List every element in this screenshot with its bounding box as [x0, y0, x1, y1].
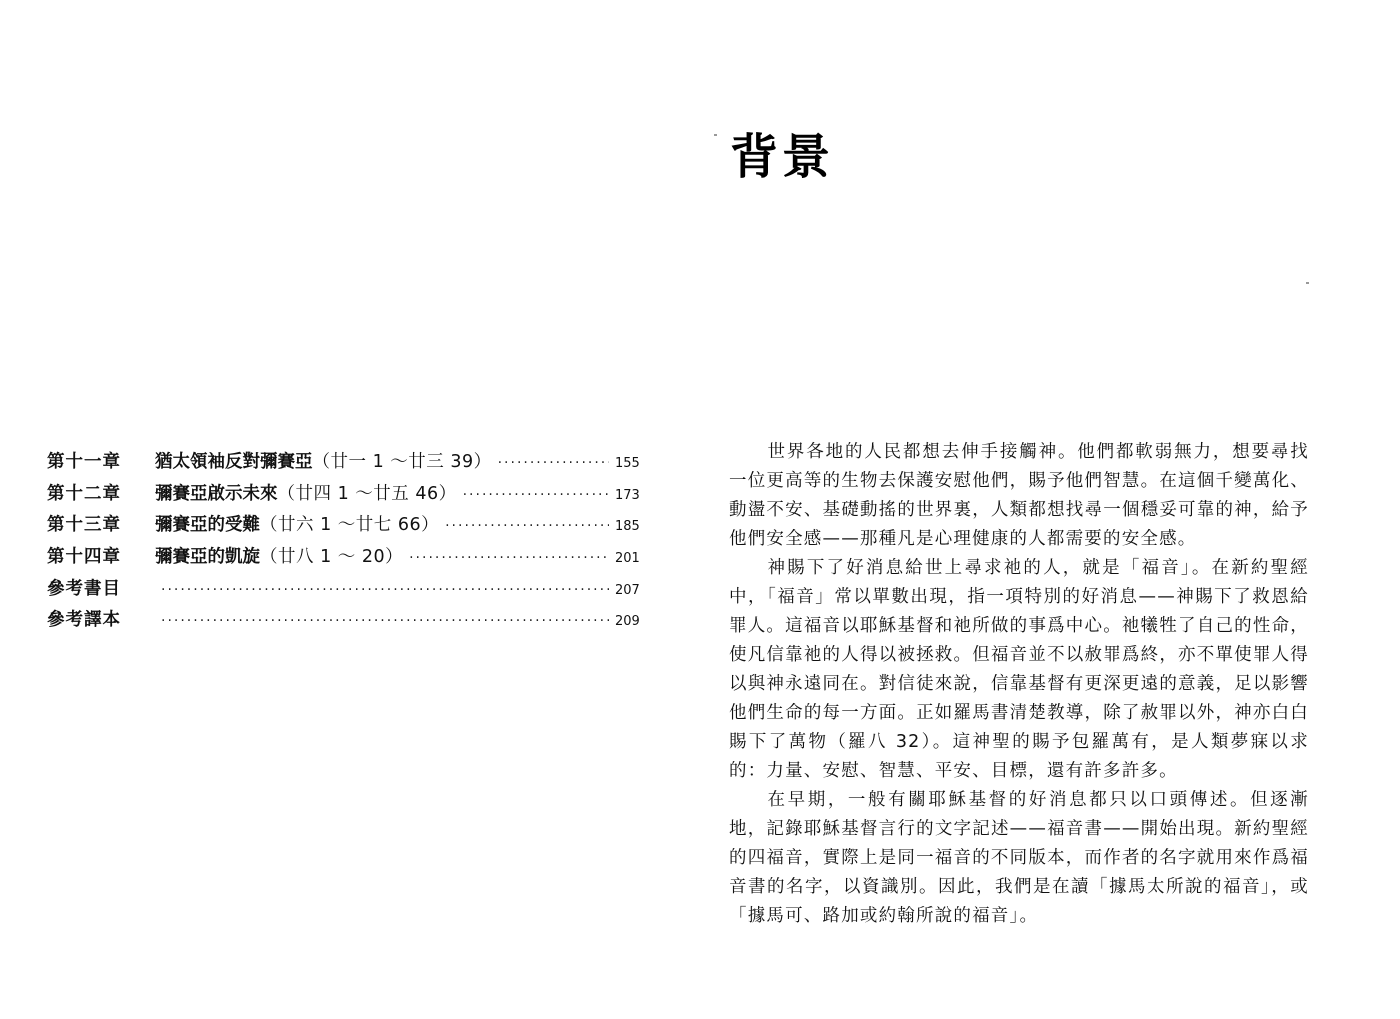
toc-chapter-label: 第十三章	[47, 515, 121, 536]
body-text	[729, 438, 1309, 931]
toc-row	[47, 605, 639, 637]
toc-leader-dots	[161, 606, 609, 638]
table-of-contents	[47, 447, 639, 637]
toc-verse-range: （廿八 1 ～ 20）	[260, 547, 404, 568]
toc-verse-range: （廿六 1 ～廿七 66）	[260, 515, 440, 536]
toc-chapter-label: 第十四章	[47, 547, 121, 568]
toc-row	[47, 479, 639, 511]
toc-leader-dots	[445, 511, 609, 543]
toc-chapter-label: 參考書目	[47, 578, 121, 599]
paragraph: 世界各地的人民都想去伸手接觸神。他們都軟弱無力，想要尋找一位更高等的生物去保護安慰他們，賜予他們智慧。在這個千變萬化、動盪不安、基礎動搖的世界裏，人類都想找尋一個穩妥可靠的神，給予他們安全感——那種凡是心理健康的人都需要的安全感。	[729, 442, 1309, 549]
toc-leader-dots	[161, 575, 609, 607]
scan-speck	[714, 134, 717, 136]
toc-leader-dots	[498, 448, 609, 480]
toc-page-number: 201	[615, 551, 640, 567]
toc-page-number: 173	[615, 487, 640, 503]
toc-leader-dots	[409, 543, 609, 575]
toc-chapter-label: 第十二章	[47, 483, 121, 504]
paragraph: 神賜下了好消息給世上尋求祂的人，就是「福音」。在新約聖經中，「福音」常以單數出現，指一項特別的好消息——神賜下了救恩給罪人。這福音以耶穌基督和祂所做的事爲中心。祂犧牲了自己的性命，使凡信靠祂的人得以被拯救。但福音並不以赦罪爲終，亦不單使罪人得以與神永遠同在。對信徒來說，信靠基督有更深更遠的意義，足以影響他們生命的每一方面。正如羅馬書清楚教導，除了赦罪以外，神亦白白賜下了萬物（羅八 32）。這神聖的賜予包羅萬有，是人類夢寐以求的：力量、安慰、智慧、平安、目標，還有許多許多。	[729, 558, 1309, 781]
toc-verse-range: （廿一 1 ～廿三 39）	[312, 452, 492, 472]
toc-leader-dots	[463, 480, 609, 512]
toc-page-number: 209	[615, 614, 640, 630]
paragraph: 在早期，一般有關耶穌基督的好消息都只以口頭傳述。但逐漸地，記錄耶穌基督言行的文字記述——福音書——開始出現。新約聖經的四福音，實際上是同一福音的不同版本，而作者的名字就用來作爲福音書的名字，以資識別。因此，我們是在讀「據馬太所說的福音」，或「據馬可、路加或約翰所說的福音」。	[729, 790, 1309, 926]
toc-row	[47, 574, 639, 606]
toc-chapter-label: 參考譯本	[47, 610, 121, 631]
toc-page-number: 207	[615, 582, 640, 598]
toc-title: 彌賽亞的凱旋	[155, 547, 260, 568]
toc-page-number: 155	[615, 456, 640, 471]
toc-page-number: 185	[615, 519, 640, 535]
right-page	[700, 0, 1400, 1019]
toc-chapter-label: 第十一章	[47, 452, 121, 472]
toc-row	[47, 510, 639, 542]
toc-title: 彌賽亞啟示未來	[155, 483, 278, 504]
toc-verse-range: （廿四 1 ～廿五 46）	[277, 483, 457, 504]
toc-row	[47, 447, 639, 479]
chapter-heading: 背景	[730, 129, 835, 185]
scan-speck	[1306, 282, 1309, 284]
toc-row	[47, 542, 639, 574]
toc-title: 彌賽亞的受難	[155, 515, 260, 536]
toc-title: 猶太領袖反對彌賽亞	[155, 452, 313, 472]
